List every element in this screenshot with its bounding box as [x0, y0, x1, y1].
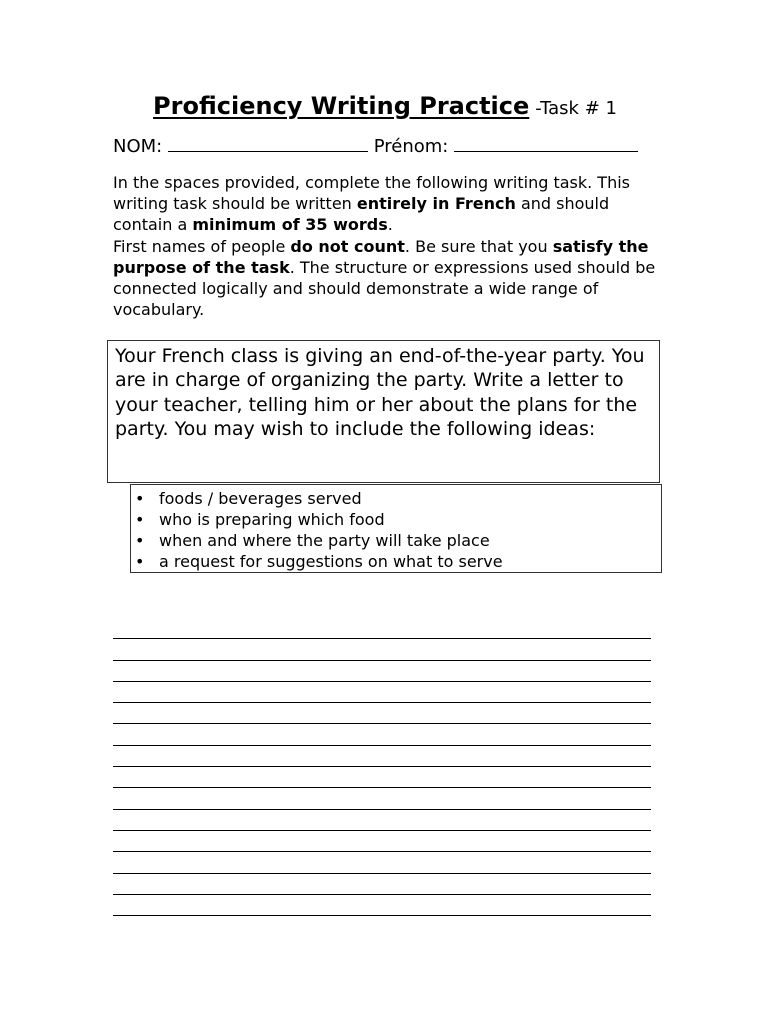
bullet-icon: •: [135, 510, 145, 529]
instructions: [113, 172, 673, 320]
answer-line[interactable]: [113, 661, 651, 682]
instructions-text: . Be sure that you: [404, 236, 553, 256]
instructions-text: First names of people: [113, 236, 291, 256]
answer-line[interactable]: [113, 639, 651, 660]
nom-label: NOM:: [113, 136, 163, 157]
idea-text: a request for suggestions on what to serve: [159, 552, 503, 571]
instructions-text: .: [387, 215, 393, 235]
instructions-emphasis: satisfy the purpose of the task: [113, 236, 649, 277]
instructions-emphasis: minimum of 35 words: [192, 215, 388, 235]
bullet-icon: •: [135, 552, 145, 571]
list-item: [131, 551, 661, 572]
idea-text: who is preparing which food: [159, 510, 385, 529]
task-label: -Task # 1: [535, 98, 617, 119]
answer-line[interactable]: [113, 746, 651, 767]
instructions-paragraph-1: [113, 172, 673, 236]
idea-text: foods / beverages served: [159, 489, 362, 508]
answer-line[interactable]: [113, 810, 651, 831]
nom-blank[interactable]: [168, 137, 368, 152]
page-title: Proficiency Writing Practice: [153, 92, 530, 120]
instructions-emphasis: entirely in French: [356, 194, 516, 214]
idea-text: when and where the party will take place: [159, 531, 490, 550]
answer-line[interactable]: [113, 852, 651, 873]
answer-line[interactable]: [113, 895, 651, 916]
answer-line[interactable]: [113, 724, 651, 745]
bullet-icon: •: [135, 489, 145, 508]
instructions-text: and should contain a: [113, 194, 610, 235]
instructions-emphasis: do not count: [290, 236, 405, 256]
list-item: [131, 530, 661, 551]
name-fields: [113, 136, 638, 157]
ideas-list: [131, 488, 661, 572]
title-row: [0, 92, 770, 120]
list-item: [131, 509, 661, 530]
answer-line[interactable]: [113, 874, 651, 895]
prompt-text: Your French class is giving an end-of-the-year party. You are in charge of organizing the party. Write a letter to your teacher, telling him or her about the plans for the party. You may wish to include the following ideas:: [115, 345, 645, 441]
answer-lines: [113, 618, 651, 916]
answer-line[interactable]: [113, 788, 651, 809]
ideas-box: [130, 484, 662, 573]
instructions-text: In the spaces provided, complete the following writing task. This writing task should be written: [113, 173, 630, 214]
bullet-icon: •: [135, 531, 145, 550]
prenom-label: Prénom:: [373, 136, 449, 157]
prenom-blank[interactable]: [454, 137, 638, 152]
instructions-text: . The structure or expressions used should be connected logically and should demonstrate a wide range of vocabulary.: [113, 257, 656, 320]
answer-line[interactable]: [113, 703, 651, 724]
answer-line[interactable]: [113, 618, 651, 639]
list-item: [131, 488, 661, 509]
instructions-paragraph-2: [113, 236, 673, 321]
answer-line[interactable]: [113, 682, 651, 703]
prompt-box: [107, 340, 660, 483]
answer-line[interactable]: [113, 767, 651, 788]
answer-line[interactable]: [113, 831, 651, 852]
